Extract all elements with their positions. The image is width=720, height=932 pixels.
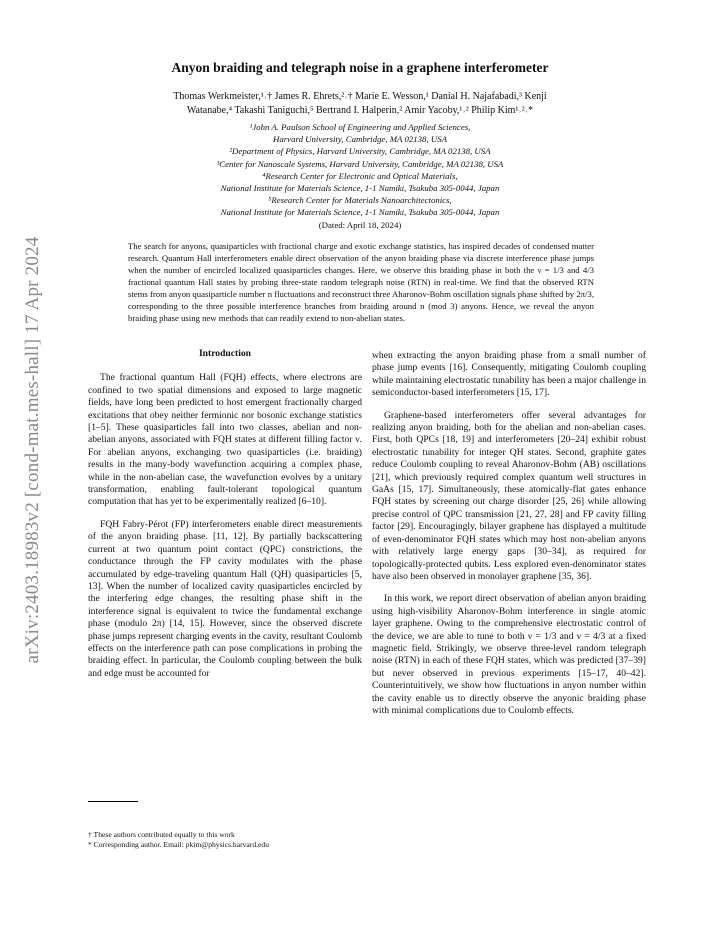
- affiliation-5: ⁵Research Center for Materials Nanoarchitectonics,: [268, 195, 452, 206]
- authors-line-2: Watanabe,⁴ Takashi Taniguchi,⁵ Bertrand I. Halperin,² Amir Yacoby,¹˒² Philip Kim¹˒²˒*: [186, 105, 534, 116]
- footnotes: [88, 830, 378, 850]
- paper-title: Anyon braiding and telegraph noise in a graphene interferometer: [171, 60, 549, 75]
- paragraph: Graphene-based interferometers offer several advantages for realizing anyon braiding, both for the abelian and non-abelian cases. First, both QPCs [18, 19] and interferometers [20–24] exhibit robust electrostatic tunability for integer QH states. Second, graphite gates reduce Coulomb coupling to reveal Aharonov-Bohm (AB) oscillations [21], which previously required complex quantum well structures in GaAs [15, 17]. Simultaneously, these atomically-flat gates enhance FQH states by screening out charge disorder [25, 26] while allowing precise control of QPC transmission [21, 27, 28] and FP cavity filling factor [29]. Encouragingly, bilayer graphene has displayed a multitude of even-denominator FQH states which may host non-abelian anyons with relatively large energy gaps [30–34], as required for topologically-protected qubits. Less explored even-denominator states have also been observed in monolayer graphene [35, 36].: [372, 409, 646, 582]
- affiliation-4-address: National Institute for Materials Science, 1-1 Namiki, Tsukuba 305-0044, Japan: [220, 183, 500, 194]
- author-list: [100, 90, 620, 118]
- footnote-rule: [88, 801, 138, 802]
- right-column: [372, 350, 646, 727]
- section-heading-introduction: Introduction: [198, 348, 252, 359]
- affiliation-3: ³Center for Nanoscale Systems, Harvard University, Cambridge, MA 02138, USA: [216, 158, 504, 169]
- paragraph: The fractional quantum Hall (FQH) effects, where electrons are confined to two spatial dimensions and exposed to large magnetic fields, have long been predicted to host emergent fractionally charged excitations that obey neither fermionic nor bosonic exchange statistics [1–5]. These quasiparticles fall into two classes, abelian and non-abelian anyons, associated with FQH states at different filling factor ν. For abelian anyons, exchanging two quasiparticles (i.e. braiding) results in the many-body wavefunction acquiring a complex phase, while in the non-abelian case, the wavefunction evolves by a unitary transformation, enabling fault-tolerant topological quantum computation that has yet to be experimentally realized [6–10].: [88, 372, 362, 508]
- footnote-equal-contribution: † These authors contributed equally to this work: [88, 830, 235, 839]
- date-line: (Dated: April 18, 2024): [318, 219, 402, 230]
- paragraph: when extracting the anyon braiding phase from a small number of phase jump events [16]. Consequently, mitigating Coulomb coupling while maintaining electrostatic tunability has been a major challenge in semiconductor-based interferometers [15, 17].: [372, 350, 646, 399]
- authors-line-1: Thomas Werkmeister,¹˒† James R. Ehrets,²˒† Marie E. Wesson,¹ Danial H. Najafabadi,³ Kenji: [173, 91, 547, 102]
- paragraph: In this work, we report direct observation of abelian anyon braiding using high-visibility Aharonov-Bohm interference in single atomic layer graphene. Owing to the comprehensive electrostatic control of the device, we are able to tune to both ν = 1/3 and ν = 4/3 at a fixed magnetic field. Strikingly, we observe three-level random telegraph noise (RTN) in each of these FQH states, which was predicted [37–39] but never observed in previous experiments [15–17, 40–42]. Counterintuitively, we show how fluctuations in anyon number within the cavity enable us to directly observe the anyonic braiding phase with minimal complications due to Coulomb effects.: [372, 593, 646, 716]
- affiliation-1-address: Harvard University, Cambridge, MA 02138, USA: [273, 134, 447, 145]
- affiliation-5-address: National Institute for Materials Science, 1-1 Namiki, Tsukuba 305-0044, Japan: [220, 207, 500, 218]
- paragraph: FQH Fabry-Pérot (FP) interferometers enable direct measurements of the anyon braiding phase. [11, 12]. By partially backscattering current at two quantum point contact (QPC) constrictions, the conductance through the FP cavity modulates with the phase accumulated by edge-traveling quantum Hall (QH) quasiparticles [5, 13]. When the number of localized cavity quasiparticles encircled by the interfering edge changes, the resulting phase shift in the interference signal is equivalent to twice the fundamental exchange phase (modulo 2π) [14, 15]. However, since the observed discrete phase jumps represent charging events in the cavity, resultant Coulomb effects on the interference path can pose complications in probing the braiding effect. In particular, the Coulomb coupling between the bulk and edge must be accounted for: [88, 518, 362, 679]
- affiliations: [100, 121, 620, 231]
- footnote-corresponding-author: * Corresponding author. Email: pkim@physics.harvard.edu: [88, 840, 269, 849]
- abstract: The search for anyons, quasiparticles with fractional charge and exotic exchange statistics, has inspired decades of condensed matter research. Quantum Hall interferometers enable direct observation of the anyon braiding phase via discrete interference phase jumps when the number of encircled localized quasiparticles changes. Here, we observe this braiding phase in both the ν = 1/3 and 4/3 fractional quantum Hall states by probing three-state random telegraph noise (RTN) in real-time. We find that the observed RTN stems from anyon quasiparticle number n fluctuations and reconstruct three Aharonov-Bohm oscillation signals phase shifted by 2π/3, corresponding to the three possible interference branches from braiding around n (mod 3) anyons. Hence, we reveal the anyon braiding phase using new methods that can readily extend to non-abelian states.: [128, 241, 594, 323]
- left-column: [88, 346, 362, 690]
- affiliation-2: ²Department of Physics, Harvard University, Cambridge, MA 02138, USA: [229, 146, 491, 157]
- affiliation-4: ⁴Research Center for Electronic and Optical Materials,: [262, 170, 458, 181]
- arxiv-identifier: arXiv:2403.18983v2 [cond-mat.mes-hall] 17 Apr 2024: [22, 236, 43, 664]
- arxiv-sidebar: [18, 230, 48, 670]
- affiliation-1: ¹John A. Paulson School of Engineering and Applied Sciences,: [249, 122, 471, 132]
